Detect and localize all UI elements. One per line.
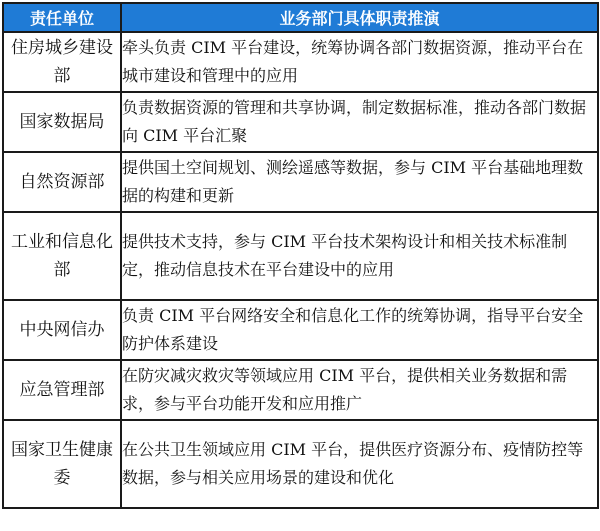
duty-cell: 在公共卫生领域应用 CIM 平台，提供医疗资源分布、疫情防控等数据，参与相关应用场景的建设和优化 bbox=[121, 420, 598, 508]
unit-cell: 自然资源部 bbox=[3, 152, 121, 212]
duty-cell: 负责 CIM 平台网络安全和信息化工作的统筹协调，指导平台安全防护体系建设 bbox=[121, 300, 598, 360]
duty-cell: 提供技术支持，参与 CIM 平台技术架构设计和相关技术标准制定，推动信息技术在平台建设中的应用 bbox=[121, 212, 598, 300]
table-row bbox=[3, 420, 598, 508]
responsibility-table bbox=[2, 2, 599, 509]
duty-cell: 在防灾减灾救灾等领域应用 CIM 平台，提供相关业务数据和需求，参与平台功能开发和应用推广 bbox=[121, 360, 598, 420]
table-row bbox=[3, 300, 598, 360]
table-row bbox=[3, 152, 598, 212]
header-duty: 业务部门具体职责推演 bbox=[121, 3, 598, 32]
header-unit: 责任单位 bbox=[3, 3, 121, 32]
unit-cell: 国家卫生健康委 bbox=[3, 420, 121, 508]
duty-cell: 牵头负责 CIM 平台建设，统筹协调各部门数据资源，推动平台在城市建设和管理中的应用 bbox=[121, 32, 598, 92]
responsibility-table-container bbox=[2, 2, 597, 509]
duty-cell: 提供国土空间规划、测绘遥感等数据，参与 CIM 平台基础地理数据的构建和更新 bbox=[121, 152, 598, 212]
table-row bbox=[3, 32, 598, 92]
unit-cell: 国家数据局 bbox=[3, 92, 121, 152]
unit-cell: 工业和信息化部 bbox=[3, 212, 121, 300]
unit-cell: 中央网信办 bbox=[3, 300, 121, 360]
duty-cell: 负责数据资源的管理和共享协调，制定数据标准，推动各部门数据向 CIM 平台汇聚 bbox=[121, 92, 598, 152]
unit-cell: 住房城乡建设部 bbox=[3, 32, 121, 92]
table-row bbox=[3, 360, 598, 420]
unit-cell: 应急管理部 bbox=[3, 360, 121, 420]
table-header-row bbox=[3, 3, 598, 32]
table-row bbox=[3, 92, 598, 152]
table-row bbox=[3, 212, 598, 300]
